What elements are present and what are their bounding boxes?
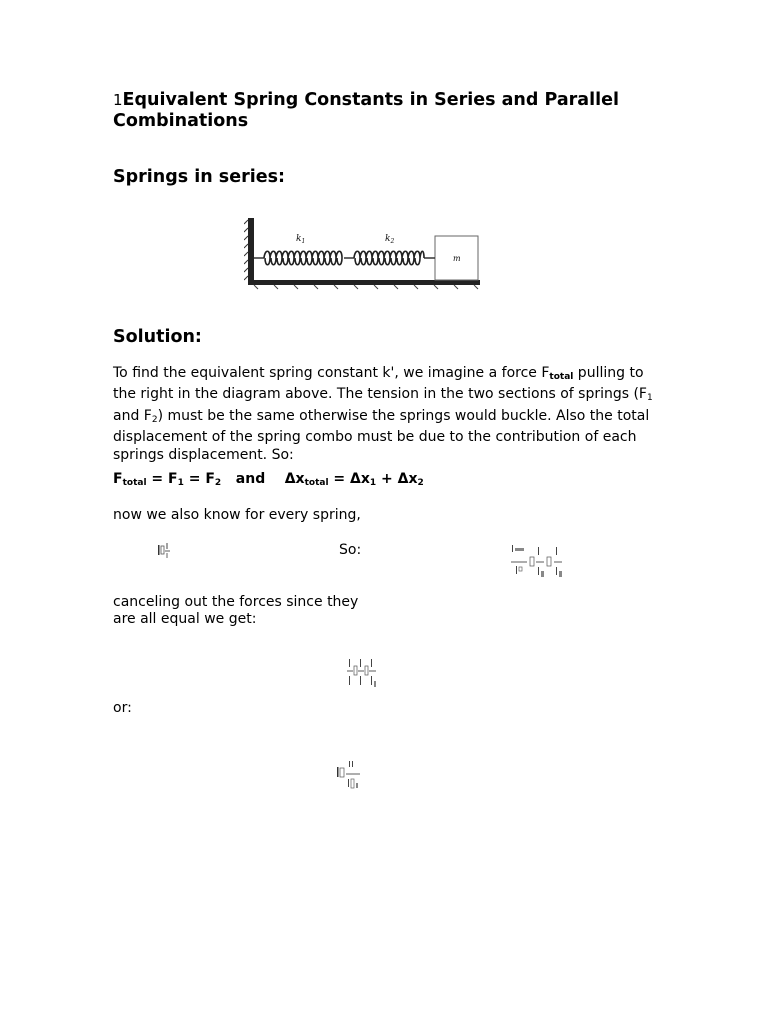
series-heading: Springs in series:: [113, 167, 286, 187]
label-mass: m: [453, 254, 461, 263]
so-label: So:: [339, 542, 362, 558]
equivalent-k-formula-image: [336, 759, 362, 793]
or-label: or:: [113, 700, 132, 716]
label-k1: $k_1$: [296, 234, 306, 245]
canceling-text: canceling out the forces since they are all equal we get:: [113, 594, 359, 628]
title-number: 1: [113, 91, 123, 109]
document-title: [113, 90, 673, 132]
floor: [248, 280, 480, 285]
solution-heading: Solution:: [113, 327, 202, 347]
spring-1: [264, 251, 342, 265]
series-formula-image: [510, 543, 564, 581]
springs-in-series-figure: [244, 216, 484, 291]
label-k2: $k_2$: [385, 234, 395, 245]
force-displacement-equation: Ftotal = F1 = F2 and Δxtotal = Δx1 + Δx2: [113, 471, 424, 488]
spring-2: [354, 251, 424, 265]
every-spring-text: now we also know for every spring,: [113, 507, 361, 523]
solution-paragraph: To find the equivalent spring constant k', we imagine a force Ftotal pulling to the right in the diagram above. The tension in the two sections of springs ($F_1$ and $F_2$) must be the same otherwise the springs would buckle. Also the total displacement of the spring combo must be due to the contribution of each springs displacement. So:: [113, 365, 653, 463]
reciprocal-sum-formula-image: [346, 657, 378, 691]
wall: [248, 218, 254, 284]
title-text: Equivalent Spring Constants in Series and Parallel Combinations: [113, 90, 619, 131]
hooke-law-formula-image: [157, 540, 171, 562]
